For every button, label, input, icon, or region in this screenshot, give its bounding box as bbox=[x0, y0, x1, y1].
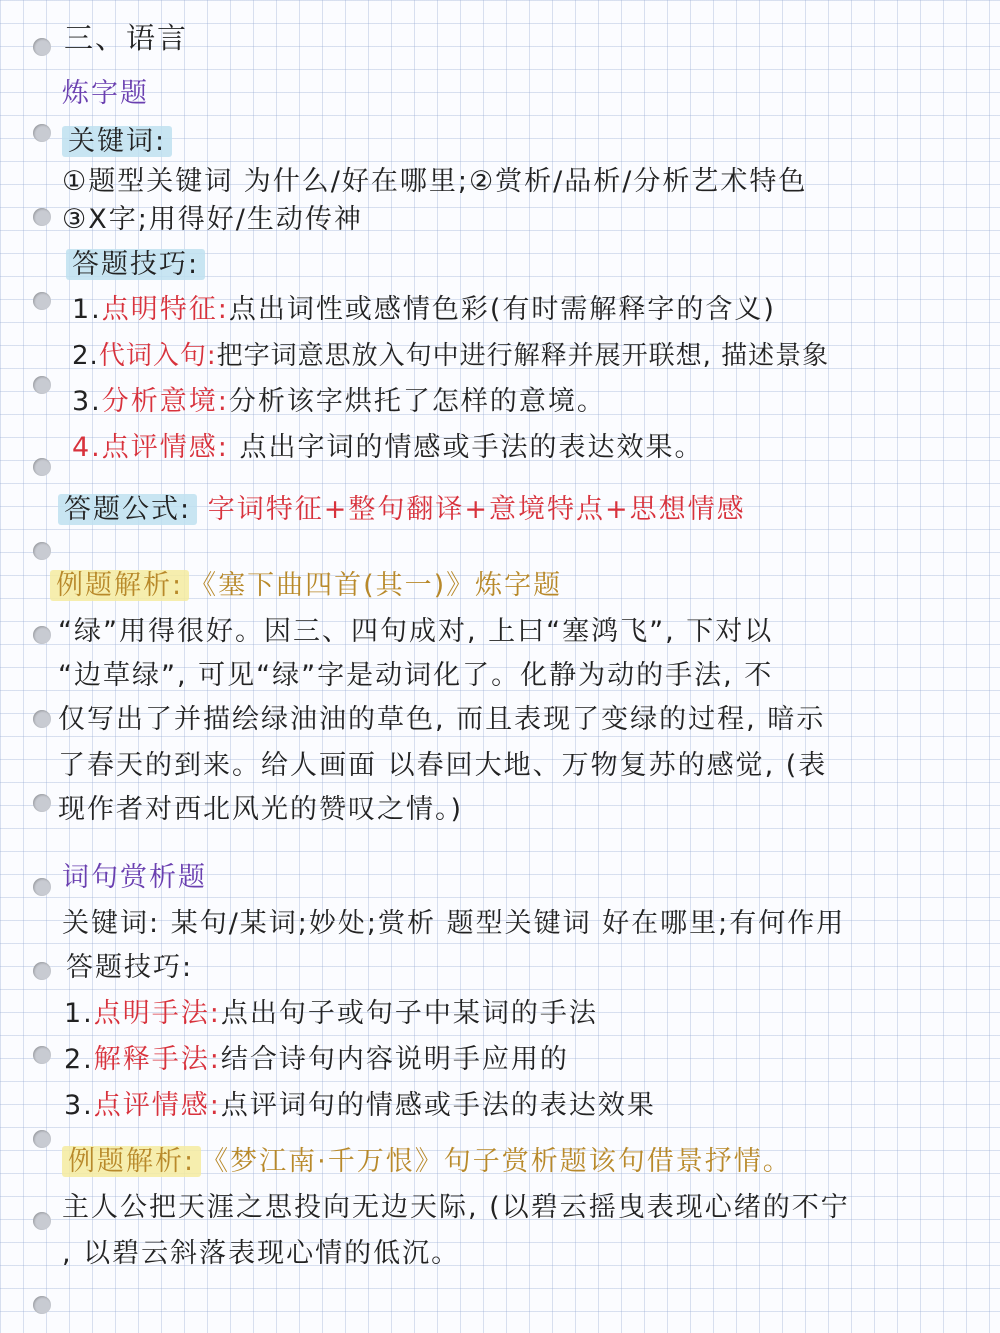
tip-number: 4. bbox=[72, 432, 102, 463]
binder-hole bbox=[33, 292, 51, 310]
example-label: 例题解析: bbox=[50, 570, 189, 601]
tip-key: 代词入句: bbox=[98, 341, 217, 371]
tip-number: 2. bbox=[64, 1044, 94, 1075]
tip-number: 1. bbox=[72, 294, 102, 325]
lianzi-tip-3 bbox=[72, 384, 606, 420]
lianzi-tip-1 bbox=[72, 292, 776, 328]
lianzi-example-line: “边草绿”, 可见“绿”字是动词化了。化静为动的手法, 不 bbox=[58, 660, 774, 691]
tip-text: 结合诗句内容说明手应用的 bbox=[220, 1044, 569, 1075]
binder-hole bbox=[33, 878, 51, 896]
section-title: 三、语言 bbox=[64, 21, 189, 55]
binder-hole bbox=[33, 1296, 51, 1314]
cijushangxi-tip-1 bbox=[64, 996, 598, 1032]
example-label: 例题解析: bbox=[62, 1146, 201, 1177]
cijushangxi-keywords bbox=[62, 906, 845, 942]
tip-text: 点出字词的情感或手法的表达效果。 bbox=[228, 432, 704, 463]
cijushangxi-heading: 词句赏析题 bbox=[62, 862, 207, 893]
tip-number: 3. bbox=[72, 386, 102, 417]
cijushangxi-tip-3 bbox=[64, 1088, 656, 1124]
lianzi-example-line: “绿”用得很好。因三、四句成对, 上曰“塞鸿飞”, 下对以 bbox=[58, 616, 774, 647]
tip-number: 2. bbox=[72, 341, 99, 371]
cijushangxi-example-line: 主人公把天涯之思投向无边天际, (以碧云摇曳表现心绪的不宁 bbox=[62, 1192, 850, 1223]
tip-text: 把字词意思放入句中进行解释并展开联想, 描述景象 bbox=[216, 341, 830, 371]
tip-key: 解释手法: bbox=[93, 1044, 221, 1075]
binder-hole bbox=[33, 962, 51, 980]
keywords-label: 关键词: bbox=[62, 908, 161, 939]
tip-text: 分析该字烘托了怎样的意境。 bbox=[228, 386, 606, 417]
lianzi-heading: 炼字题 bbox=[62, 78, 149, 109]
tip-text: 点出词性或感情色彩(有时需解释字的含义) bbox=[228, 294, 776, 325]
lianzi-tip-4 bbox=[72, 430, 703, 466]
example-title: 《塞下曲四首(其一)》炼字题 bbox=[189, 570, 563, 601]
binder-hole bbox=[33, 1130, 51, 1148]
tip-text: 点出句子或句子中某词的手法 bbox=[220, 998, 598, 1029]
lianzi-example-line: 了春天的到来。给人画面 以春回大地、万物复苏的感觉, (表 bbox=[58, 750, 828, 781]
tip-key: 点明特征: bbox=[101, 294, 229, 325]
tip-key: 点评情感: bbox=[101, 432, 229, 463]
cijushangxi-tips-label: 答题技巧: bbox=[66, 952, 194, 983]
lianzi-keywords-line2: ③X字;用得好/生动传神 bbox=[62, 204, 363, 235]
binder-hole bbox=[33, 794, 51, 812]
binder-hole bbox=[33, 38, 51, 56]
cijushangxi-tip-2 bbox=[64, 1042, 569, 1078]
binder-hole bbox=[33, 626, 51, 644]
tip-key: 点明手法: bbox=[93, 998, 221, 1029]
binder-hole bbox=[33, 1212, 51, 1230]
tip-number: 1. bbox=[64, 998, 94, 1029]
lianzi-tips-label-row bbox=[66, 247, 205, 283]
lianzi-example-heading bbox=[50, 568, 562, 604]
tip-number: 3. bbox=[64, 1090, 94, 1121]
tip-key: 分析意境: bbox=[101, 386, 229, 417]
tips-label: 答题技巧: bbox=[66, 249, 205, 280]
binder-hole bbox=[33, 124, 51, 142]
lianzi-example-line: 仅写出了并描绘绿油油的草色, 而且表现了变绿的过程, 暗示 bbox=[58, 704, 826, 735]
keywords-label: 关键词: bbox=[62, 126, 172, 157]
lianzi-tip-2 bbox=[72, 338, 829, 374]
binder-hole bbox=[33, 1046, 51, 1064]
binder-hole bbox=[33, 542, 51, 560]
binder-hole bbox=[33, 458, 51, 476]
tip-text: 点评词句的情感或手法的表达效果 bbox=[220, 1090, 656, 1121]
example-title: 《梦江南·千万恨》句子赏析题该句借景抒情。 bbox=[201, 1146, 792, 1177]
binder-hole bbox=[33, 376, 51, 394]
cijushangxi-example-line: , 以碧云斜落表现心情的低沉。 bbox=[62, 1238, 461, 1269]
formula-text: 字词特征+整句翻译+意境特点+思想情感 bbox=[207, 494, 746, 525]
cijushangxi-example-heading bbox=[62, 1144, 792, 1180]
lianzi-keywords-label bbox=[62, 124, 172, 160]
formula-label: 答题公式: bbox=[58, 494, 197, 525]
keywords-text: 某句/某词;妙处;赏析 题型关键词 好在哪里;有何作用 bbox=[160, 908, 846, 939]
lianzi-keywords-line1: ①题型关键词 为什么/好在哪里;②赏析/品析/分析艺术特色 bbox=[62, 166, 808, 197]
tip-key: 点评情感: bbox=[93, 1090, 221, 1121]
lianzi-formula bbox=[58, 492, 746, 528]
lianzi-example-line: 现作者对西北风光的赞叹之情。) bbox=[58, 794, 464, 825]
binder-hole bbox=[33, 710, 51, 728]
binder-hole bbox=[33, 208, 51, 226]
